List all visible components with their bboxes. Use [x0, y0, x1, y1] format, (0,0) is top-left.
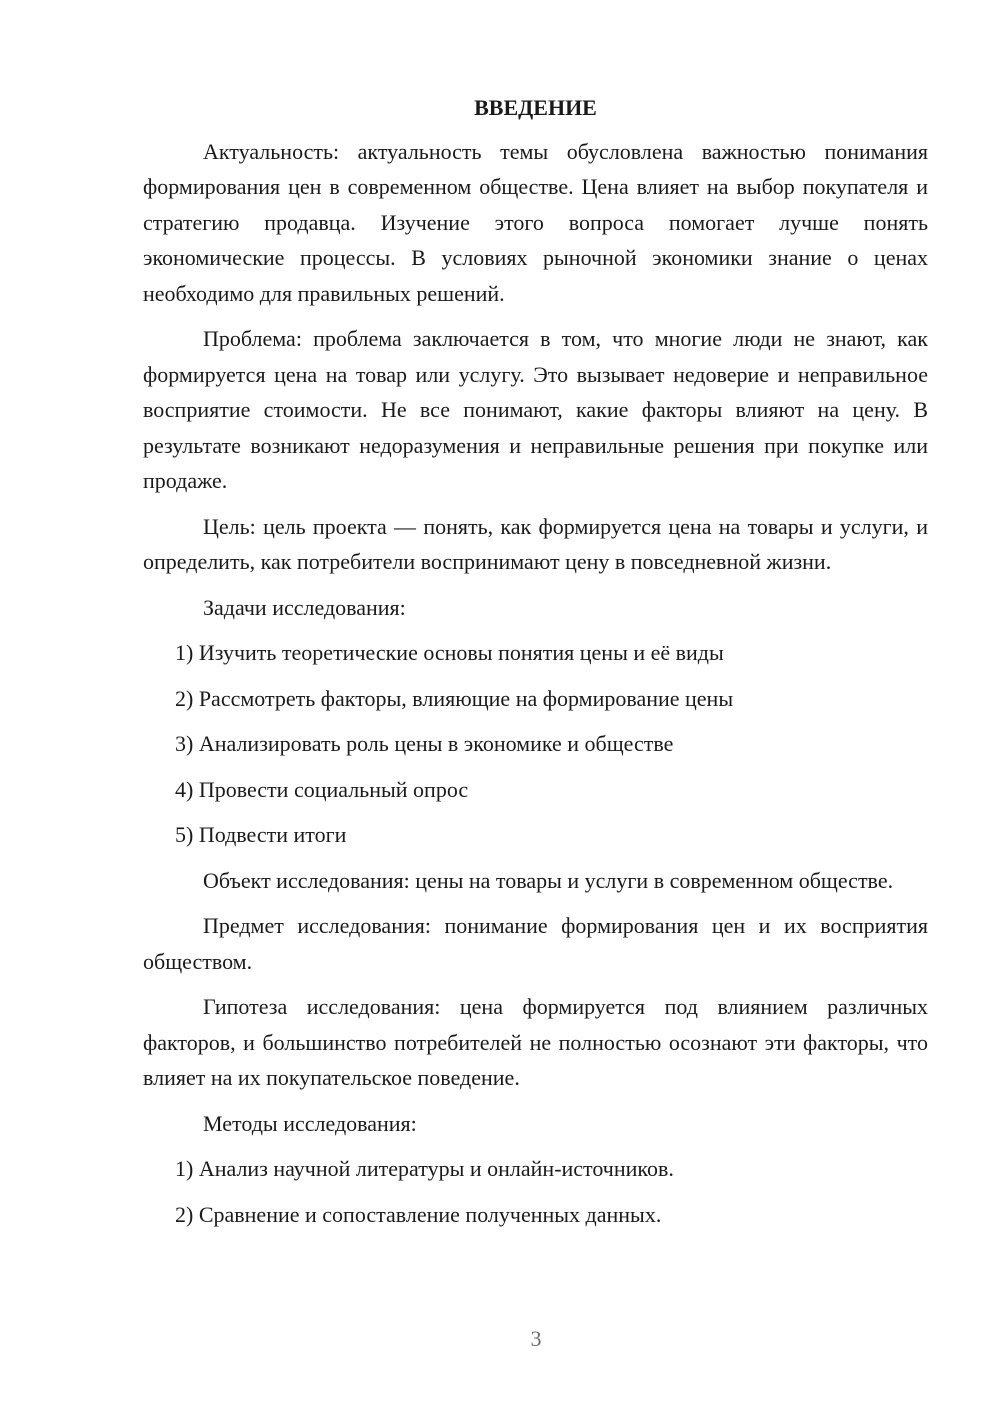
paragraph-hypothesis: Гипотеза исследования: цена формируется под влиянием различных факторов, и большинство потребителей не полностью осознают эти факторы, что влияет на их покупательское поведение. [143, 994, 928, 1090]
paragraph-object: Объект исследования: цены на товары и услуги в современном обществе. [203, 867, 894, 893]
task-item: 3) Анализировать роль цены в экономике и обществе [175, 731, 674, 756]
method-item: 2) Сравнение и сопоставление полученных данных. [175, 1201, 662, 1227]
section-title: ВВЕДЕНИЕ [474, 95, 597, 120]
paragraph-relevance: Актуальность: актуальность темы обусловлена важностью понимания формирования цен в современном обществе. Цена влияет на выбор покупателя и стратегию продавца. Изучение этого вопроса помогает лучше понять экономические процессы. В условиях рыночной экономики знание о ценах необходимо для правильных решений. [143, 138, 928, 306]
paragraph-goal: Цель: цель проекта — понять, как формируется цена на товары и услуги, и определить, как потребители воспринимают цену в повседневной жизни. [143, 513, 928, 574]
task-item: 1) Изучить теоретические основы понятия цены и её виды [175, 640, 724, 665]
page-number: 3 [530, 1326, 542, 1351]
task-item: 2) Рассмотреть факторы, влияющие на формирование цены [175, 685, 734, 711]
task-item: 4) Провести социальный опрос [175, 776, 469, 802]
method-item: 1) Анализ научной литературы и онлайн-источников. [175, 1156, 674, 1181]
document-page [143, 90, 928, 1242]
paragraph-problem: Проблема: проблема заключается в том, что многие люди не знают, как формируется цена на товар или услугу. Это вызывает недоверие и неправильное восприятие стоимости. Не все понимают, какие факторы влияют на цену. В результате возникают недоразумения и неправильные решения при покупке или продаже. [143, 326, 928, 493]
task-item: 5) Подвести итоги [175, 822, 347, 847]
paragraph-subject: Предмет исследования: понимание формирования цен и их восприятия обществом. [143, 913, 928, 974]
methods-heading: Методы исследования: [203, 1110, 417, 1136]
tasks-heading: Задачи исследования: [203, 594, 406, 620]
